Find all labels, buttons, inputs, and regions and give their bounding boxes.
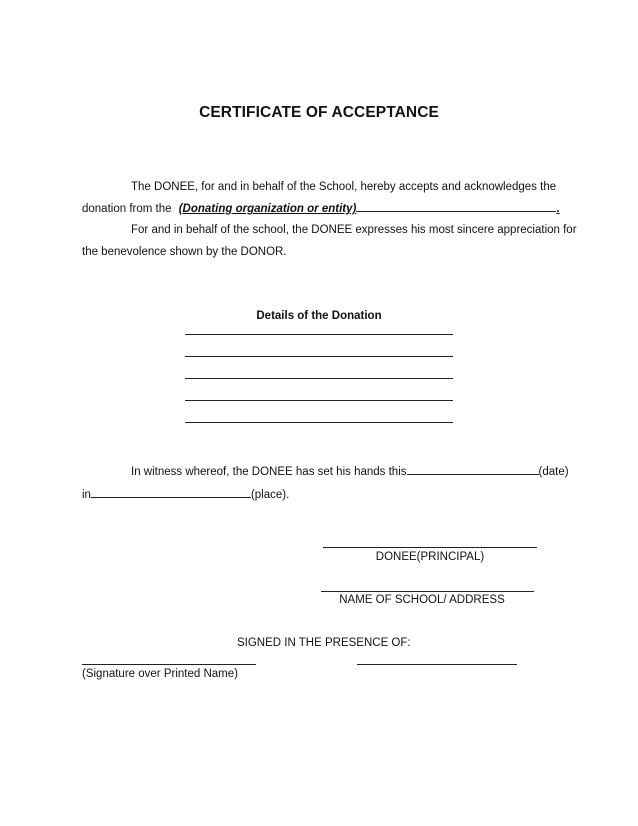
witness-text: In witness whereof, the DONEE has set his hands this xyxy=(131,466,407,478)
date-blank[interactable] xyxy=(407,474,539,475)
page-title: CERTIFICATE OF ACCEPTANCE xyxy=(199,104,439,121)
place-label: (place). xyxy=(250,489,290,501)
school-signature-line[interactable] xyxy=(321,591,534,592)
witness-signature-line-left[interactable] xyxy=(82,664,256,665)
in-text: in xyxy=(82,489,91,501)
paragraph-1-line-1: The DONEE, for and in behalf of the School, hereby accepts and acknowledges the xyxy=(131,181,557,193)
paragraph-2-line-2: the benevolence shown by the DONOR. xyxy=(82,246,287,258)
details-line-4[interactable] xyxy=(185,400,453,401)
details-line-5[interactable] xyxy=(185,422,453,423)
paragraph-1-line-2 xyxy=(82,203,560,215)
details-line-2[interactable] xyxy=(185,356,453,357)
donor-entity-blank[interactable] xyxy=(356,211,556,212)
witness-line-2 xyxy=(82,489,289,501)
witness-signature-line-right[interactable] xyxy=(357,664,517,665)
date-label: (date) xyxy=(538,466,569,478)
details-line-3[interactable] xyxy=(185,378,453,379)
printed-name-label: (Signature over Printed Name) xyxy=(82,668,238,680)
donor-entity-field[interactable]: (Donating organization or entity) xyxy=(178,203,357,215)
school-label: NAME OF SCHOOL/ ADDRESS xyxy=(339,594,505,606)
donor-entity-period: . xyxy=(556,203,560,215)
place-blank[interactable] xyxy=(91,497,251,498)
paragraph-2-line-1: For and in behalf of the school, the DONEE expresses his most sincere appreciation for xyxy=(131,224,577,236)
donee-label: DONEE(PRINCIPAL) xyxy=(375,551,485,563)
witness-line-1 xyxy=(131,466,569,478)
details-line-1[interactable] xyxy=(185,334,453,335)
presence-label: SIGNED IN THE PRESENCE OF: xyxy=(237,637,411,649)
donee-signature-line[interactable] xyxy=(323,547,537,548)
details-heading: Details of the Donation xyxy=(256,310,382,322)
donation-from-text: donation from the xyxy=(82,203,172,215)
